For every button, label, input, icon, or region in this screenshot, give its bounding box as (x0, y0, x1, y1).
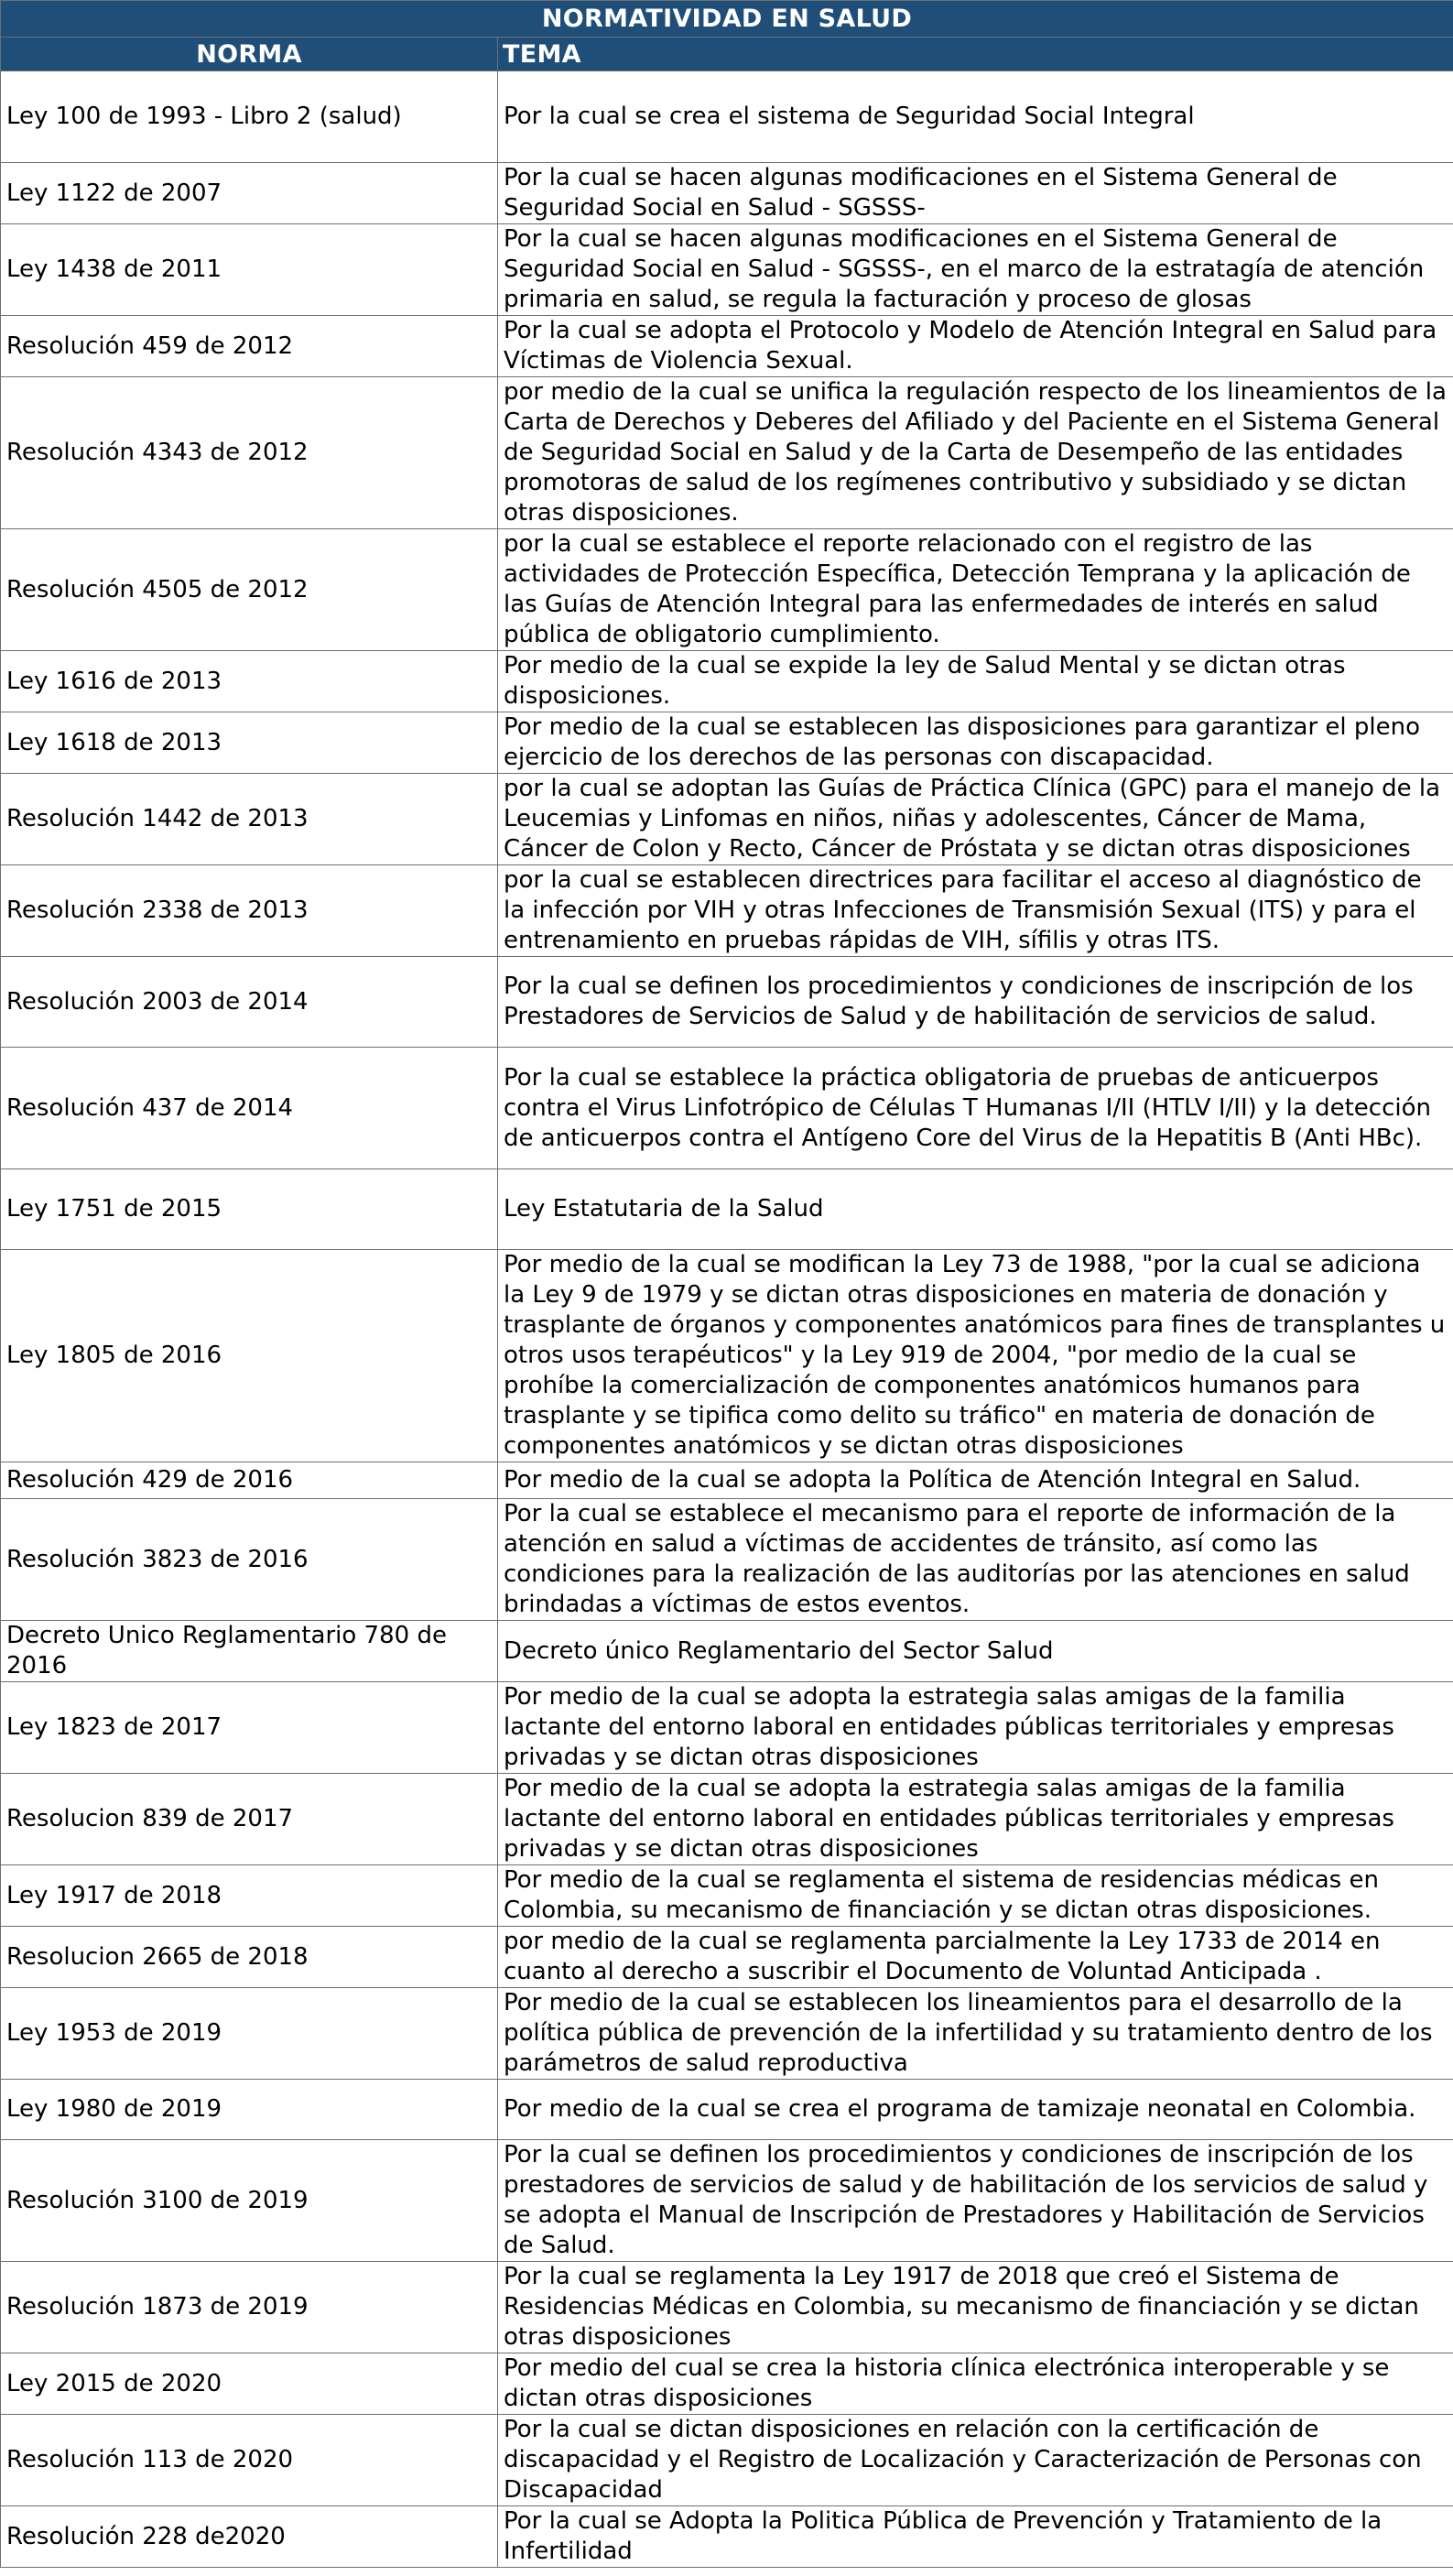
norma-cell: Resolución 429 de 2016 (1, 1462, 498, 1499)
tema-cell: Por medio de la cual se crea el programa de tamizaje neonatal en Colombia. (498, 2080, 1453, 2140)
norma-cell: Resolucion 2665 de 2018 (1, 1927, 498, 1988)
tema-cell: Por la cual se Adopta la Politica Pública de Prevención y Tratamiento de la Infertilidad (498, 2506, 1453, 2568)
table-row (1, 2140, 1453, 2262)
norma-cell: Resolución 3100 de 2019 (1, 2140, 498, 2262)
norma-cell: Ley 1823 de 2017 (1, 1682, 498, 1774)
norma-cell: Ley 1122 de 2007 (1, 163, 498, 224)
tema-cell: Por la cual se hacen algunas modificaciones en el Sistema General de Seguridad Social en Salud - SGSSS-, en el marco de la estratagía de atención primaria en salud, se regula la facturación y proceso de glosas (498, 224, 1453, 316)
tema-cell: Por la cual se establece el mecanismo para el reporte de información de la atención en salud a víctimas de accidentes de tránsito, así como las condiciones para la realización de las auditorías por las atenciones en salud brindadas a víctimas de estos eventos. (498, 1499, 1453, 1621)
table-row (1, 712, 1453, 774)
norma-cell: Resolución 4505 de 2012 (1, 529, 498, 651)
table-row (1, 1462, 1453, 1499)
tema-cell: por la cual se establecen directrices para facilitar el acceso al diagnóstico de la infección por VIH y otras Infecciones de Transmisión Sexual (ITS) y para el entrenamiento en pruebas rápidas de VIH, sífilis y otras ITS. (498, 865, 1453, 957)
norma-cell: Resolución 2338 de 2013 (1, 865, 498, 957)
table-row (1, 2415, 1453, 2506)
norma-cell: Resolución 459 de 2012 (1, 316, 498, 377)
norma-cell: Resolucion 839 de 2017 (1, 1774, 498, 1865)
table-row (1, 163, 1453, 224)
header-norma: NORMA (1, 38, 498, 71)
tema-cell: Por la cual se dictan disposiciones en relación con la certificación de discapacidad y el Registro de Localización y Caracterización de Personas con Discapacidad (498, 2415, 1453, 2506)
table-row (1, 1621, 1453, 1682)
tema-cell: Por la cual se adopta el Protocolo y Modelo de Atención Integral en Salud para Víctimas de Violencia Sexual. (498, 316, 1453, 377)
norma-cell: Ley 100 de 1993 - Libro 2 (salud) (1, 71, 498, 163)
table-row (1, 316, 1453, 377)
norma-cell: Ley 1980 de 2019 (1, 2080, 498, 2140)
tema-cell: Por medio de la cual se adopta la estrategia salas amigas de la familia lactante del entorno laboral en entidades públicas territoriales y empresas privadas y se dictan otras disposiciones (498, 1774, 1453, 1865)
table-row (1, 1927, 1453, 1988)
table-row (1, 1250, 1453, 1462)
norma-cell: Ley 1438 de 2011 (1, 224, 498, 316)
tema-cell: Por la cual se definen los procedimientos y condiciones de inscripción de los Prestadores de Servicios de Salud y de habilitación de servicios de salud. (498, 957, 1453, 1048)
table-row (1, 2080, 1453, 2140)
table-row (1, 1682, 1453, 1774)
tema-cell: Por la cual se establece la práctica obligatoria de pruebas de anticuerpos contra el Virus Linfotrópico de Células T Humanas I/II (HTLV I/II) y la detección de anticuerpos contra el Antígeno Core del Virus de la Hepatitis B (Anti HBc). (498, 1048, 1453, 1169)
tema-cell: Por medio de la cual se reglamenta el sistema de residencias médicas en Colombia, su mecanismo de financiación y se dictan otras disposiciones. (498, 1865, 1453, 1927)
table-row (1, 529, 1453, 651)
tema-cell: Por la cual se reglamenta la Ley 1917 de 2018 que creó el Sistema de Residencias Médicas en Colombia, su mecanismo de financiación y se dictan otras disposiciones (498, 2262, 1453, 2353)
tema-cell: Decreto único Reglamentario del Sector Salud (498, 1621, 1453, 1682)
header-tema: TEMA (498, 38, 1453, 71)
table-row (1, 377, 1453, 529)
norma-cell: Resolución 228 de2020 (1, 2506, 498, 2568)
norma-cell: Ley 1917 de 2018 (1, 1865, 498, 1927)
tema-cell: por medio de la cual se unifica la regulación respecto de los lineamientos de la Carta de Derechos y Deberes del Afiliado y del Paciente en el Sistema General de Seguridad Social en Salud y de la Carta de Desempeño de las entidades promotoras de salud de los regímenes contributivo y subsidiado y se dictan otras disposiciones. (498, 377, 1453, 529)
tema-cell: por la cual se adoptan las Guías de Práctica Clínica (GPC) para el manejo de la Leucemias y Linfomas en niños, niñas y adolescentes, Cáncer de Mama, Cáncer de Colon y Recto, Cáncer de Próstata y se dictan otras disposiciones (498, 774, 1453, 865)
header-row (1, 38, 1453, 71)
tema-cell: Por medio de la cual se expide la ley de Salud Mental y se dictan otras disposiciones. (498, 651, 1453, 712)
norma-cell: Decreto Unico Reglamentario 780 de 2016 (1, 1621, 498, 1682)
table-row (1, 224, 1453, 316)
table-row (1, 865, 1453, 957)
table-row (1, 651, 1453, 712)
tema-cell: Por la cual se definen los procedimientos y condiciones de inscripción de los prestadores de servicios de salud y de habilitación de los servicios de salud y se adopta el Manual de Inscripción de Prestadores y Habilitación de Servicios de Salud. (498, 2140, 1453, 2262)
table-row (1, 2262, 1453, 2353)
table-row (1, 1865, 1453, 1927)
table-row (1, 1499, 1453, 1621)
tema-cell: por la cual se establece el reporte relacionado con el registro de las actividades de Protección Específica, Detección Temprana y la aplicación de las Guías de Atención Integral para las enfermedades de interés en salud pública de obligatorio cumplimiento. (498, 529, 1453, 651)
norma-cell: Resolución 113 de 2020 (1, 2415, 498, 2506)
norma-cell: Ley 1953 de 2019 (1, 1988, 498, 2080)
table-row (1, 1774, 1453, 1865)
table-row (1, 2506, 1453, 2568)
norma-cell: Resolución 4343 de 2012 (1, 377, 498, 529)
table-row (1, 957, 1453, 1048)
table-row (1, 2353, 1453, 2415)
tema-cell: Por medio de la cual se adopta la estrategia salas amigas de la familia lactante del entorno laboral en entidades públicas territoriales y empresas privadas y se dictan otras disposiciones (498, 1682, 1453, 1774)
tema-cell: Por medio de la cual se modifican la Ley 73 de 1988, "por la cual se adiciona la Ley 9 de 1979 y se dictan otras disposiciones en materia de donación y trasplante de órganos y componentes anatómicos para fines de transplantes u otros usos terapéuticos" y la Ley 919 de 2004, "por medio de la cual se prohíbe la comercialización de componentes anatómicos humanos para trasplante y se tipifica como delito su tráfico" en materia de donación de componentes anatómicos y se dictan otras disposiciones (498, 1250, 1453, 1462)
table-row (1, 774, 1453, 865)
table-row (1, 1048, 1453, 1169)
tema-cell: Por medio de la cual se adopta la Política de Atención Integral en Salud. (498, 1462, 1453, 1499)
norma-cell: Ley 1805 de 2016 (1, 1250, 498, 1462)
norma-cell: Resolución 3823 de 2016 (1, 1499, 498, 1621)
table-row (1, 71, 1453, 163)
tema-cell: Por la cual se crea el sistema de Seguridad Social Integral (498, 71, 1453, 163)
tema-cell: Por medio de la cual se establecen los lineamientos para el desarrollo de la política pública de prevención de la infertilidad y su tratamiento dentro de los parámetros de salud reproductiva (498, 1988, 1453, 2080)
tema-cell: Por medio de la cual se establecen las disposiciones para garantizar el pleno ejercicio de los derechos de las personas con discapacidad. (498, 712, 1453, 774)
tema-cell: Por la cual se hacen algunas modificaciones en el Sistema General de Seguridad Social en Salud - SGSSS- (498, 163, 1453, 224)
table-body (1, 71, 1453, 2568)
tema-cell: Ley Estatutaria de la Salud (498, 1169, 1453, 1250)
norma-cell: Resolución 1442 de 2013 (1, 774, 498, 865)
norma-cell: Ley 1751 de 2015 (1, 1169, 498, 1250)
norma-cell: Resolución 2003 de 2014 (1, 957, 498, 1048)
table-row (1, 1169, 1453, 1250)
tema-cell: Por medio del cual se crea la historia clínica electrónica interoperable y se dictan otras disposiciones (498, 2353, 1453, 2415)
norma-cell: Ley 2015 de 2020 (1, 2353, 498, 2415)
table-title: NORMATIVIDAD EN SALUD (1, 1, 1453, 38)
title-row (1, 1, 1453, 38)
norma-cell: Resolución 1873 de 2019 (1, 2262, 498, 2353)
table-row (1, 1988, 1453, 2080)
norma-cell: Ley 1616 de 2013 (1, 651, 498, 712)
norma-cell: Ley 1618 de 2013 (1, 712, 498, 774)
tema-cell: por medio de la cual se reglamenta parcialmente la Ley 1733 de 2014 en cuanto al derecho a suscribir el Documento de Voluntad Anticipada . (498, 1927, 1453, 1988)
norma-cell: Resolución 437 de 2014 (1, 1048, 498, 1169)
